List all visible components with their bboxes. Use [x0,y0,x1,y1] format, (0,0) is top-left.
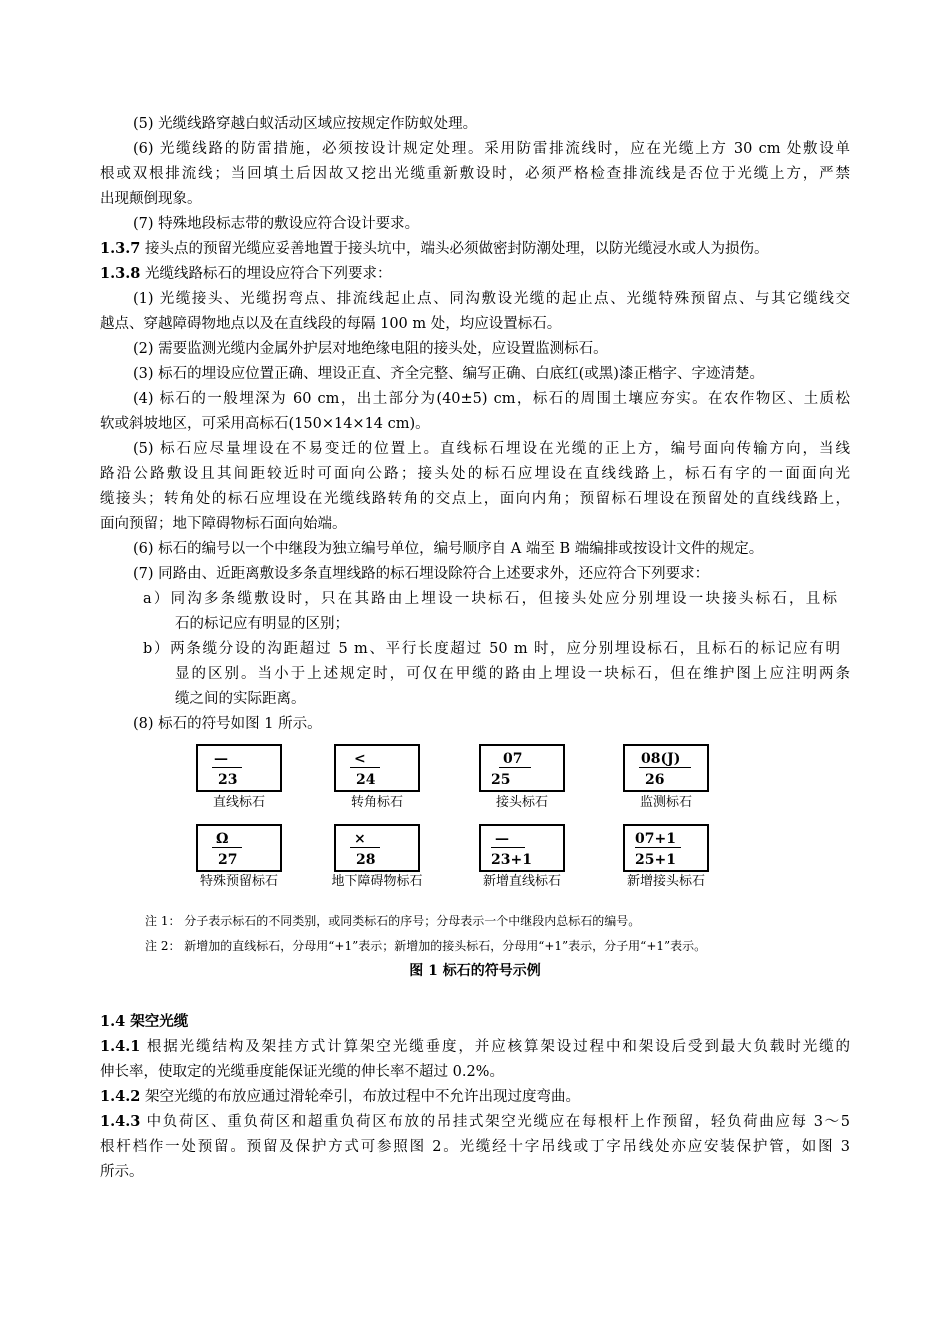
item-6: (6) 标石的编号以一个中继段为独立编号单位，编号顺序自 A 端至 B 端编排或按设计文件的规定。 [133,541,764,557]
symbol-denominator: 28 [356,852,376,868]
clause-text: 根据光缆结构及架挂方式计算架空光缆垂度，并应核算架设过程中和架设后受到最大负载时光缆的 [140,1039,850,1055]
clause-text: 中负荷区、重负荷区和超重负荷区布放的吊挂式架空光缆应在每根杆上作预留，轻负荷曲应每 3～5 [140,1114,850,1130]
sub-item-a-line2: 石的标记应有明显的区别； [175,616,349,632]
item-7: (7) 同路由、近距离敷设多条直埋线路的标石埋设除符合上述要求外，还应符合下列要求： [133,566,710,582]
symbol-denominator: 23+1 [491,852,532,868]
caption-monitor-marker: 监测标石 [639,795,692,810]
clause-1-4-3-line1 [100,1112,850,1132]
clause-1-4-1-line1 [100,1037,850,1057]
clause-number: 1.3.7 [100,240,141,257]
item-3: (3) 标石的埋设应位置正确、埋设正直、齐全完整、编写正确、白底红(或黑)漆正楷字、字迹清楚。 [133,366,764,382]
clause-text: 光缆线路标石的埋设应符合下列要求： [140,266,392,282]
item-8: (8) 标石的符号如图 1 所示。 [133,716,322,732]
para-item-6-line1: (6) 光缆线路的防雷措施，必须按设计规定处理。采用防雷排流线时，应在光缆上方 30 cm 处敷设单 [133,141,850,157]
clause-text: 架空光缆的布放应通过滑轮牵引，布放过程中不允许出现过度弯曲。 [140,1089,580,1105]
caption-joint-marker: 接头标石 [495,795,548,810]
symbol-numerator: 08(J) [641,751,681,767]
symbol-denominator: 27 [218,852,238,868]
clause-1-4-2 [100,1087,580,1107]
item-5-line4: 面向预留；地下障碍物标石面向始端。 [100,516,347,532]
figure-note-2: 注 2： 新增加的直线标石，分母用“+1”表示；新增加的接头标石，分母用“+1”表示，分子用“+1”表示。 [145,939,707,953]
caption-new-joint-marker: 新增接头标石 [626,874,705,889]
item-1-line1: (1) 光缆接头、光缆拐弯点、排流线起止点、同沟敷设光缆的起止点、光缆特殊预留点、与其它缆线交 [133,291,850,307]
symbol-denominator: 25+1 [635,852,676,868]
caption-special-reserve-marker: 特殊预留标石 [199,874,278,889]
symbol-special-reserve-marker [196,824,282,872]
symbol-joint-marker [479,744,565,792]
symbol-numerator: — [214,751,228,767]
clause-number: 1.4.1 [100,1038,141,1055]
symbol-denominator: 23 [218,772,238,788]
symbol-numerator: 07 [503,751,523,767]
item-4-line1: (4) 标石的一般埋深为 60 cm，出土部分为(40±5) cm，标石的周围土壤应夯实。在农作物区、土质松 [133,391,850,407]
para-item-5: (5) 光缆线路穿越白蚁活动区域应按规定作防蚁处理。 [133,116,478,132]
symbol-numerator: 07+1 [635,831,676,847]
clause-1-4-3-line3: 所示。 [100,1164,144,1180]
item-5-line2: 路沿公路敷设且其间距较近时可面向公路；接头处的标石应埋设在直线线路上，标石有字的一面面向光 [100,466,850,482]
para-item-6-line3: 出现颠倒现象。 [100,191,202,207]
clause-number: 1.3.8 [100,265,141,282]
symbol-monitor-marker [623,744,709,792]
clause-1-4-1-line2: 伸长率，使取定的光缆垂度能保证光缆的伸长率不超过 0.2%。 [100,1064,504,1080]
sub-item-b-line1: b）两条缆分设的沟距超过 5 m、平行长度超过 50 m 时，应分别埋设标石，且标石的标记应有明 [143,641,840,657]
section-heading-1-4: 1.4 架空光缆 [100,1013,189,1030]
symbol-numerator: < [354,751,366,767]
item-5-line3: 缆接头；转角处的标石应埋设在光缆线路转角的交点上，面向内角；预留标石埋设在预留处的直线线路上， [100,491,850,507]
item-4-line2: 软或斜坡地区，可采用高标石(150×14×14 cm)。 [100,416,430,432]
figure-note-1: 注 1： 分子表示标石的不同类别，或同类标石的序号；分母表示一个中继段内总标石的编号。 [145,914,641,928]
caption-new-straight-marker: 新增直线标石 [482,874,561,889]
symbol-numerator: × [354,831,366,847]
para-item-7: (7) 特殊地段标志带的敷设应符合设计要求。 [133,216,420,232]
symbol-corner-marker [334,744,420,792]
symbol-new-joint-marker [623,824,709,872]
symbol-numerator: — [495,831,509,847]
item-1-line2: 越点、穿越障碍物地点以及在直线段的每隔 100 m 处，均应设置标石。 [100,316,562,332]
item-2: (2) 需要监测光缆内金属外护层对地绝缘电阻的接头处，应设置监测标石。 [133,341,608,357]
symbol-underground-obstacle-marker [334,824,420,872]
caption-underground-obstacle-marker: 地下障碍物标石 [331,874,423,889]
sub-item-b-line3: 缆之间的实际距离。 [175,691,306,707]
symbol-new-straight-marker [479,824,565,872]
caption-corner-marker: 转角标石 [350,795,403,810]
sub-item-b-line2: 显的区别。当小于上述规定时，可仅在甲缆的路由上埋设一块标石，但在维护图上应注明两条 [175,666,850,682]
item-5-line1: (5) 标石应尽量埋设在不易变迁的位置上。直线标石埋设在光缆的正上方，编号面向传输方向，当线 [133,441,850,457]
clause-1-3-7 [100,239,768,259]
clause-text: 接头点的预留光缆应妥善地置于接头坑中，端头必须做密封防潮处理，以防光缆浸水或人为损伤。 [140,241,769,257]
symbol-denominator: 24 [356,772,376,788]
clause-number: 1.4.2 [100,1088,141,1105]
sub-item-a-line1: a）同沟多条缆敷设时，只在其路由上埋设一块标石，但接头处应分别埋设一块接头标石，且标 [143,591,837,607]
para-item-6-line2: 根或双根排流线；当回填土后因故又挖出光缆重新敷设时，必须严格检查排流线是否位于光缆上方，严禁 [100,166,850,182]
symbol-denominator: 26 [645,772,665,788]
figure-title: 图 1 标石的符号示例 [409,963,541,979]
symbol-denominator: 25 [491,772,511,788]
clause-1-4-3-line2: 根杆档作一处预留。预留及保护方式可参照图 2。光缆经十字吊线或丁字吊线处亦应安装保护管，如图 3 [100,1139,850,1155]
clause-number: 1.4.3 [100,1113,141,1130]
caption-straight-marker: 直线标石 [212,795,265,810]
clause-1-3-8 [100,264,391,284]
symbol-numerator: Ω [216,831,229,847]
symbol-straight-marker [196,744,282,792]
